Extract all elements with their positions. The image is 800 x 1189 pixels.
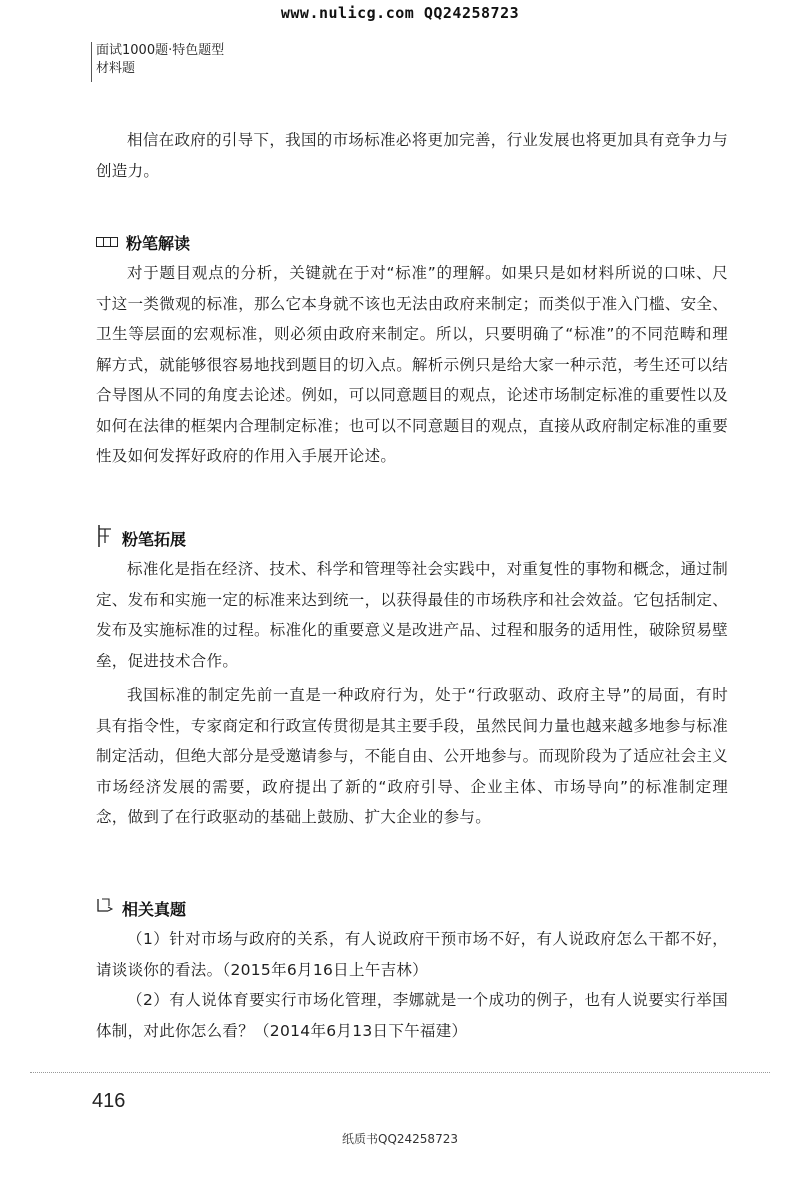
intro-block	[96, 125, 728, 186]
section-heading	[96, 228, 728, 256]
question-item: （2）有人说体育要实行市场化管理，李娜就是一个成功的例子，也有人说要实行举国体制，对此你怎么看？（2014年6月13日下午福建）	[96, 991, 728, 1040]
section-interpretation	[96, 228, 728, 472]
header-title: 面试1000题·特色题型	[96, 43, 225, 58]
top-watermark: www.nulicg.com QQ24258723	[280, 4, 520, 22]
section-title: 粉笔拓展	[122, 529, 187, 549]
section-paragraph: 我国标准的制定先前一直是一种政府行为，处于“行政驱动、政府主导”的局面，有时具有指令性，专家商定和行政宣传贯彻是其主要手段，虽然民间力量也越来越多地参与标准制定活动，但绝大部分是受邀请参与，不能自由、公开地参与。而现阶段为了适应社会主义市场经济发展的需要，政府提出了新的“政府引导、企业主体、市场导向”的标准制定理念，做到了在行政驱动的基础上鼓励、扩大企业的参与。	[96, 686, 729, 826]
intro-paragraph: 相信在政府的引导下，我国的市场标准必将更加完善，行业发展也将更加具有竞争力与创造力。	[96, 131, 728, 180]
header-subtitle: 材料题	[96, 61, 136, 76]
section-paragraph: 标准化是指在经济、技术、科学和管理等社会实践中，对重复性的事物和概念，通过制定、发布和实施一定的标准来达到统一，以获得最佳的市场秩序和社会效益。它包括制定、发布及实施标准的过程。标准化的重要意义是改进产品、过程和服务的适用性，破除贸易壁垒，促进技术合作。	[96, 560, 729, 670]
section-paragraph: 对于题目观点的分析，关键就在于对“标准”的理解。如果只是如材料所说的口味、尺寸这一类微观的标准，那么它本身就不该也无法由政府来制定；而类似于准入门槛、安全、卫生等层面的宏观标准，则必须由政府来制定。所以，只要明确了“标准”的不同范畴和理解方式，就能够很容易地找到题目的切入点。解析示例只是给大家一种示范，考生还可以结合导图从不同的角度去论述。例如，可以同意题目的观点，论述市场制定标准的重要性以及如何在法律的框架内合理制定标准；也可以不同意题目的观点，直接从政府制定标准的重要性及如何发挥好政府的作用入手展开论述。	[96, 264, 729, 465]
header-rule	[91, 42, 92, 82]
page-number: 416	[92, 1090, 126, 1112]
section-title: 相关真题	[122, 899, 187, 919]
scan-noise-divider	[30, 1072, 770, 1073]
section-title: 粉笔解读	[126, 233, 191, 253]
section-expansion	[96, 524, 728, 833]
question-item: （1）针对市场与政府的关系，有人说政府干预市场不好，有人说政府怎么干都不好，请谈谈你的看法。（2015年6月16日上午吉林）	[96, 930, 728, 979]
section-heading	[96, 894, 728, 922]
running-header	[96, 42, 224, 78]
section-heading	[96, 524, 728, 552]
expand-icon	[96, 523, 114, 553]
bottom-watermark: 纸质书QQ24258723	[342, 1132, 458, 1146]
section-related-questions	[96, 894, 728, 1046]
book-icon	[96, 233, 118, 252]
question-icon	[96, 897, 114, 919]
